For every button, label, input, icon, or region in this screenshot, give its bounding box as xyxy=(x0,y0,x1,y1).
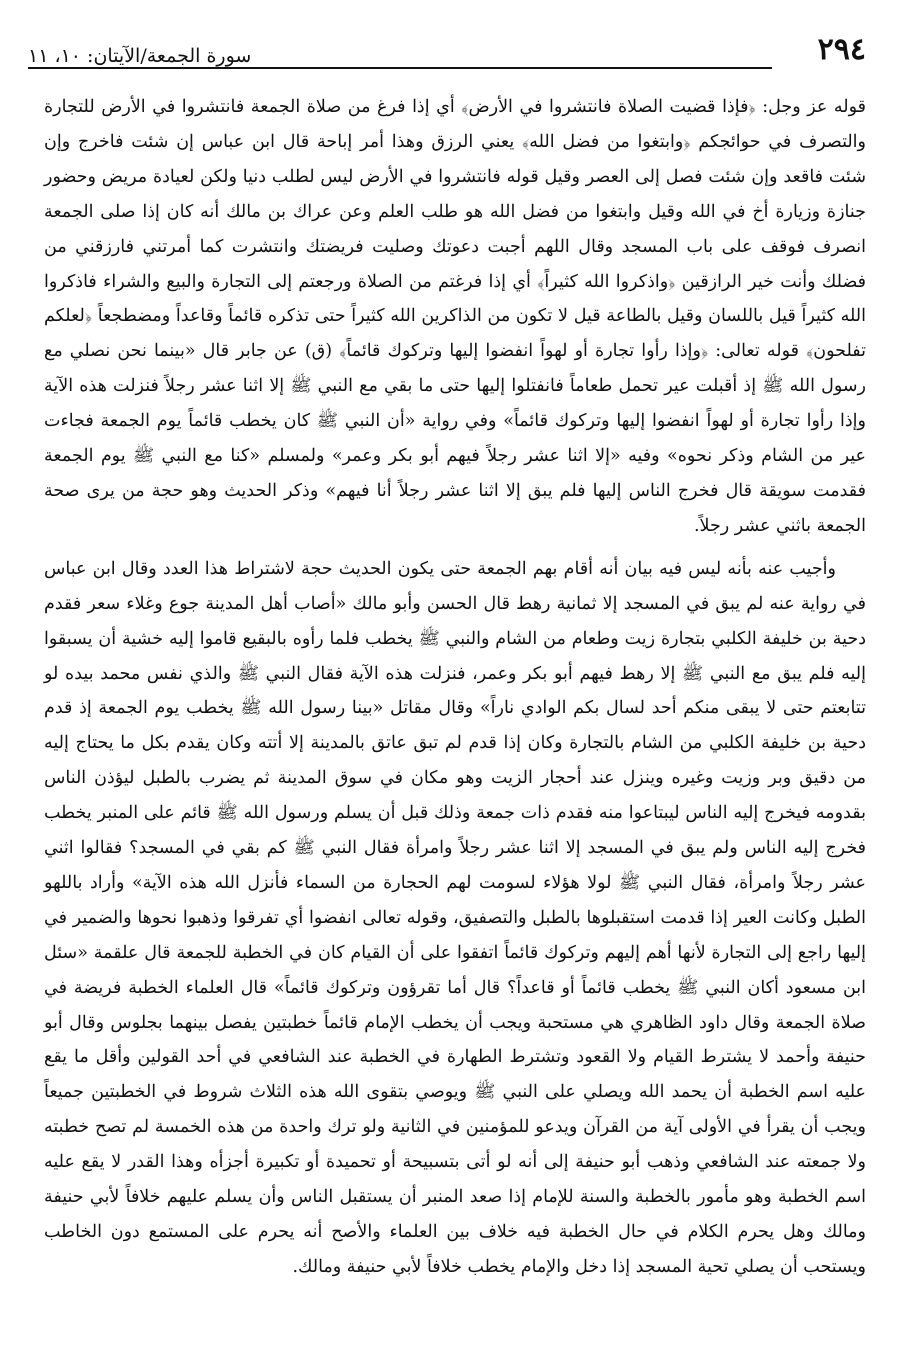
page-number: ٢٩٤ xyxy=(817,32,866,67)
paragraph: قوله عز وجل: ﴿فإذا قضيت الصلاة فانتشروا في الأرض﴾ أي إذا فرغ من صلاة الجمعة فانتشروا في الأرض للتجارة والتصرف في حوائجكم ﴿وابتغوا من فضل الله﴾ يعني الرزق وهذا أمر إباحة قال ابن عباس إن شئت فاخرج وإن شئت فاقعد وإن شئت فصل إلى العصر وقيل قوله فانتشروا في الأرض ليس لطلب دنيا ولكن لعيادة مريض وحضور جنازة وزيارة أخ في الله وقيل وابتغوا من فضل الله هو طلب العلم وعن عراك بن مالك أنه كان إذا صلى الجمعة انصرف فوقف على باب المسجد وقال اللهم أجبت دعوتك وصليت فريضتك وانتشرت كما أمرتني فارزقني من فضلك وأنت خير الرازقين ﴿واذكروا الله كثيراً﴾ أي إذا فرغتم من الصلاة ورجعتم إلى التجارة والبيع والشراء فاذكروا الله كثيراً قيل باللسان وقيل بالطاعة قيل لا تكون من الذاكرين الله كثيراً حتى تذكره قائماً وقاعداً ومضطجعاً ﴿لعلكم تفلحون﴾ قوله تعالى: ﴿وإذا رأوا تجارة أو لهواً انفضوا إليها وتركوك قائماً﴾ (ق) عن جابر قال «بينما نحن نصلي مع رسول الله ﷺ إذ أقبلت عير تحمل طعاماً فانفتلوا إليها حتى ما بقي مع النبي ﷺ إلا اثنا عشر رجلاً فنزلت هذه الآية وإذا رأوا تجارة أو لهواً انفضوا إليها وتركوك قائماً» وفي رواية «أن النبي ﷺ كان يخطب قائماً يوم الجمعة فجاءت عير من الشام وذكر نحوه» وفيه «إلا اثنا عشر رجلاً فيهم أبو بكر وعمر» ولمسلم «كنا مع النبي ﷺ يوم الجمعة فقدمت سويقة قال فخرج الناس إليها فلم يبق إلا اثنا عشر رجلاً أنا فيهم» وذكر الحديث وهو حجة من يرى صحة الجمعة باثني عشر رجلاً. xyxy=(44,97,866,536)
paragraph: وأجيب عنه بأنه ليس فيه بيان أنه أقام بهم الجمعة حتى يكون الحديث حجة لاشتراط هذا العدد وقال ابن عباس في رواية عنه لم يبق في المسجد إلا ثمانية رهط قال الحسن وأبو مالك «أصاب أهل المدينة جوع وغلاء سعر فقدم دحية بن خليفة الكلبي بتجارة زيت وطعام من الشام والنبي ﷺ يخطب فلما رأوه بالبقيع قاموا إليه خشية أن يسبقوا إليه فلم يبق مع النبي ﷺ إلا رهط فيهم أبو بكر وعمر، فنزلت هذه الآية فقال النبي ﷺ والذي نفس محمد بيده لو تتابعتم حتى لا يبقى منكم أحد لسال بكم الوادي ناراً» وقال مقاتل «بينا رسول الله ﷺ يخطب يوم الجمعة إذ قدم دحية بن خليفة الكلبي من الشام بالتجارة وكان إذا قدم لم تبق عاتق بالمدينة إلا أتته وكان يقدم بكل ما يحتاج إليه من دقيق وبر وزيت وغيره وينزل عند أحجار الزيت وهو مكان في سوق المدينة ثم يضرب بالطبل ليؤذن الناس بقدومه فيخرج إليه الناس ليبتاعوا منه فقدم ذات جمعة وذلك قبل أن يسلم ورسول الله ﷺ قائم على المنبر يخطب فخرج إليه الناس ولم يبق في المسجد إلا اثنا عشر رجلاً وامرأة فقال النبي ﷺ كم بقي في المسجد؟ فقالوا اثني عشر رجلاً وامرأة، فقال النبي ﷺ لولا هؤلاء لسومت لهم الحجارة من السماء فأنزل الله هذه الآية» وأراد باللهو الطبل وكانت العير إذا قدمت استقبلوها بالطبل والتصفيق، وقوله تعالى انفضوا أي تفرقوا وذهبوا نحوها والضمير في إليها راجع إلى التجارة لأنها أهم إليهم وتركوك قائماً اتفقوا على أن القيام كان في الخطبة للجمعة قال علقمة «سئل ابن مسعود أكان النبي ﷺ يخطب قائماً أو قاعداً؟ قال أما تقرؤون وتركوك قائماً» قال العلماء الخطبة فريضة في صلاة الجمعة وقال داود الظاهري هي مستحبة ويجب أن يخطب الإمام قائماً خطبتين يفصل بينهما بجلوس وقال أبو حنيفة وأحمد لا يشترط القيام ولا القعود وتشترط الطهارة في الخطبة عند الشافعي في أحد القولين وأقل ما يقع عليه اسم الخطبة أن يحمد الله ويصلي على النبي ﷺ ويوصي بتقوى الله هذه الثلاث شروط في الخطبتين جميعاً ويجب أن يقرأ في الأولى آية من القرآن ويدعو للمؤمنين في الثانية ولو ترك واحدة من هذه الخمسة لم تصح خطبته ولا جمعته عند الشافعي وذهب أبو حنيفة إلى أنه لو أتى بتسبيحة أو تحميدة أو تكبيرة أجزأه وهذا القدر لا يقع عليه اسم الخطبة وهو مأمور بالخطبة والسنة للإمام إذا صعد المنبر أن يستقبل الناس وأن يسلم عليهم خلافاً لأبي حنيفة ومالك وهل يحرم الكلام في حال الخطبة فيه خلاف بين العلماء والأصح أنه يحرم على المستمع دون الخاطب ويستحب أن يصلي تحية المسجد إذا دخل والإمام يخطب خلافاً لأبي حنيفة ومالك. xyxy=(44,558,866,1277)
page-header xyxy=(28,30,866,70)
running-title: سورة الجمعة/الآيتان: ١٠، ١١ xyxy=(28,45,252,67)
body-text xyxy=(44,90,866,1285)
